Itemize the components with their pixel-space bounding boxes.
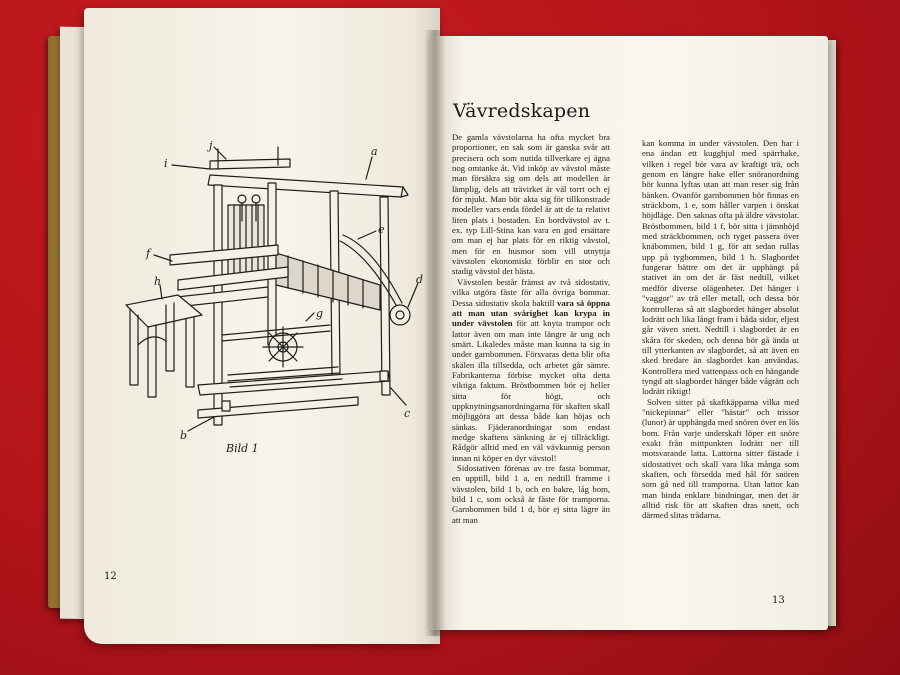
paragraph: Sidostativen förenas av tre fasta bommar, en upptill, bild 1 a, en nedtill framme i vävstolen, bild 1 b, och en bakre, låg bom, bild 1 c, som också är fäste för tramporna. Garnbommen bild 1 d, bör ej sitta lägre än att man: [452, 463, 610, 525]
page-number-right: 13: [772, 595, 785, 606]
figure-label-j: j: [209, 139, 213, 152]
page-title: Vävredskapen: [453, 100, 591, 122]
figure-label-h: h: [154, 275, 162, 288]
bold-text: vara så öppna att man utan svårighet kan krypa in under vävstolen: [452, 297, 610, 329]
figure-label-f: f: [146, 247, 151, 260]
figure-caption: Bild 1: [226, 442, 259, 455]
paragraph: [452, 277, 610, 463]
text-column-1: [452, 132, 610, 525]
figure-label-i: i: [164, 157, 168, 170]
figure-label-b: b: [180, 429, 188, 442]
figure-label-c: c: [404, 407, 411, 420]
paragraph-text: Vävstolen består främst av två sidostativ, vilka utgöra fäste för alla övriga bommar. Dessa sidostativ skola baktill: [452, 276, 610, 308]
paragraph: De gamla vävstolarna ha ofta mycket bra proportioner, en sak som är ganska svår att precisera och som nutida tillverkare ej ägna nog omtanke åt. Vid inköp av vävstol måste man försäkra sig om dels att modellen är lämplig, dels att trävirket är väl torrt och ej för mjukt. Man bör akta sig för tillkonstrade modeller vars enda fördel är att de ta relativt liten plats i bostaden. En bordvävstol av t. ex. typ Lill-Stina kan vara en god ersättare om man ej har plats för en riktig vävstol, men för en husmor som vill utnyttja vävstolen ekonomiskt förblir en stor och stadig vävstol det bästa.: [452, 132, 610, 277]
figure-label-g: g: [316, 307, 324, 320]
figure-label-d: d: [416, 273, 424, 286]
paragraph-text: för att knyta trampor och lattor även om man inte längre är ung och smärt. Likaledes måste man kunna ta sig in under garnbommen. Försvaras detta blir ofta skälen illa tillsedda, och arbetet går sämre. Fabrikanterna förbise mycket ofta detta viktiga faktum. Bröstbommen bör ej heller sitta för högt, och uppknytningsanordningarna för skaften skall möjliggöra att dessa både kan höjas och sänkas. Fjäderanordningar som endast medge skaftens sänkning är ej tillräckligt. Rådgör alltid med en väl vävkunnig person innan ni köper en dyr vävstol!: [452, 318, 610, 463]
figure-label-e: e: [378, 223, 385, 236]
figure-label-a: a: [371, 145, 378, 158]
text-column-2: [642, 138, 799, 521]
paragraph: kan komma in under vävstolen. Den har i ena ändan ett kugghjul med spärrhake, vilken i regel bör vara av kraftigt trä, och genom en längre hake eller snöranordning bör kunna lyftas utan att man reser sig från bänken. Ovanför garnbommen bör finnas en sträckbom, 1 e, som håller varpen i önskat höjdläge. Den saknas ofta på äldre vävstolar. Bröstbommen, bild 1 f, bör sitta i jämnhöjd med sträckbommen, och tyget passera över knäbommen, bild 1 g, för att sedan rullas upp på tygbommen, bild 1 h. Slagbordet fungerar bättre om det är upphängt på stativet än om det är fäst nedtill, vilket medför diverse olägenheter. Det hänger i "vaggor" av trä eller metall, och dessa bör kontrolleras så att slagbordet hänger absolut lodrätt och lika långt fram i båda sidor, eljest går väven snett. Nedtill i slagbordet är en skåra för skeden, och denna bör gå ända ut till ytterkanten av slagbordet, så att även en sked bredare än slagbordet kan användas. Kontrollera med vattenpass och en hängande tyngd att slagbordet hänger både vågrätt och lodrätt riktigt!: [642, 138, 799, 397]
paragraph: Solven sitter på skaftkäpparna vilka med "nickepinnar" eller "hästar" och trissor (lunor) är upphängda med snören över en lös bom. Från varje underskaft löper ett snöre exakt från mittpunkten lodrätt ner till motsvarande latta. Lattorna sitter fästade i sidostativet och skall vara lika många som skaften, och försedda med hål för snören som gå ned till tramporna. Utan lattor kan man binda enklare bindningar, men det är alltid risk för att skaften dras snett, och därmed slitas trådarna.: [642, 396, 799, 521]
loom-illustration: [118, 135, 428, 445]
page-number-left: 12: [104, 571, 117, 582]
